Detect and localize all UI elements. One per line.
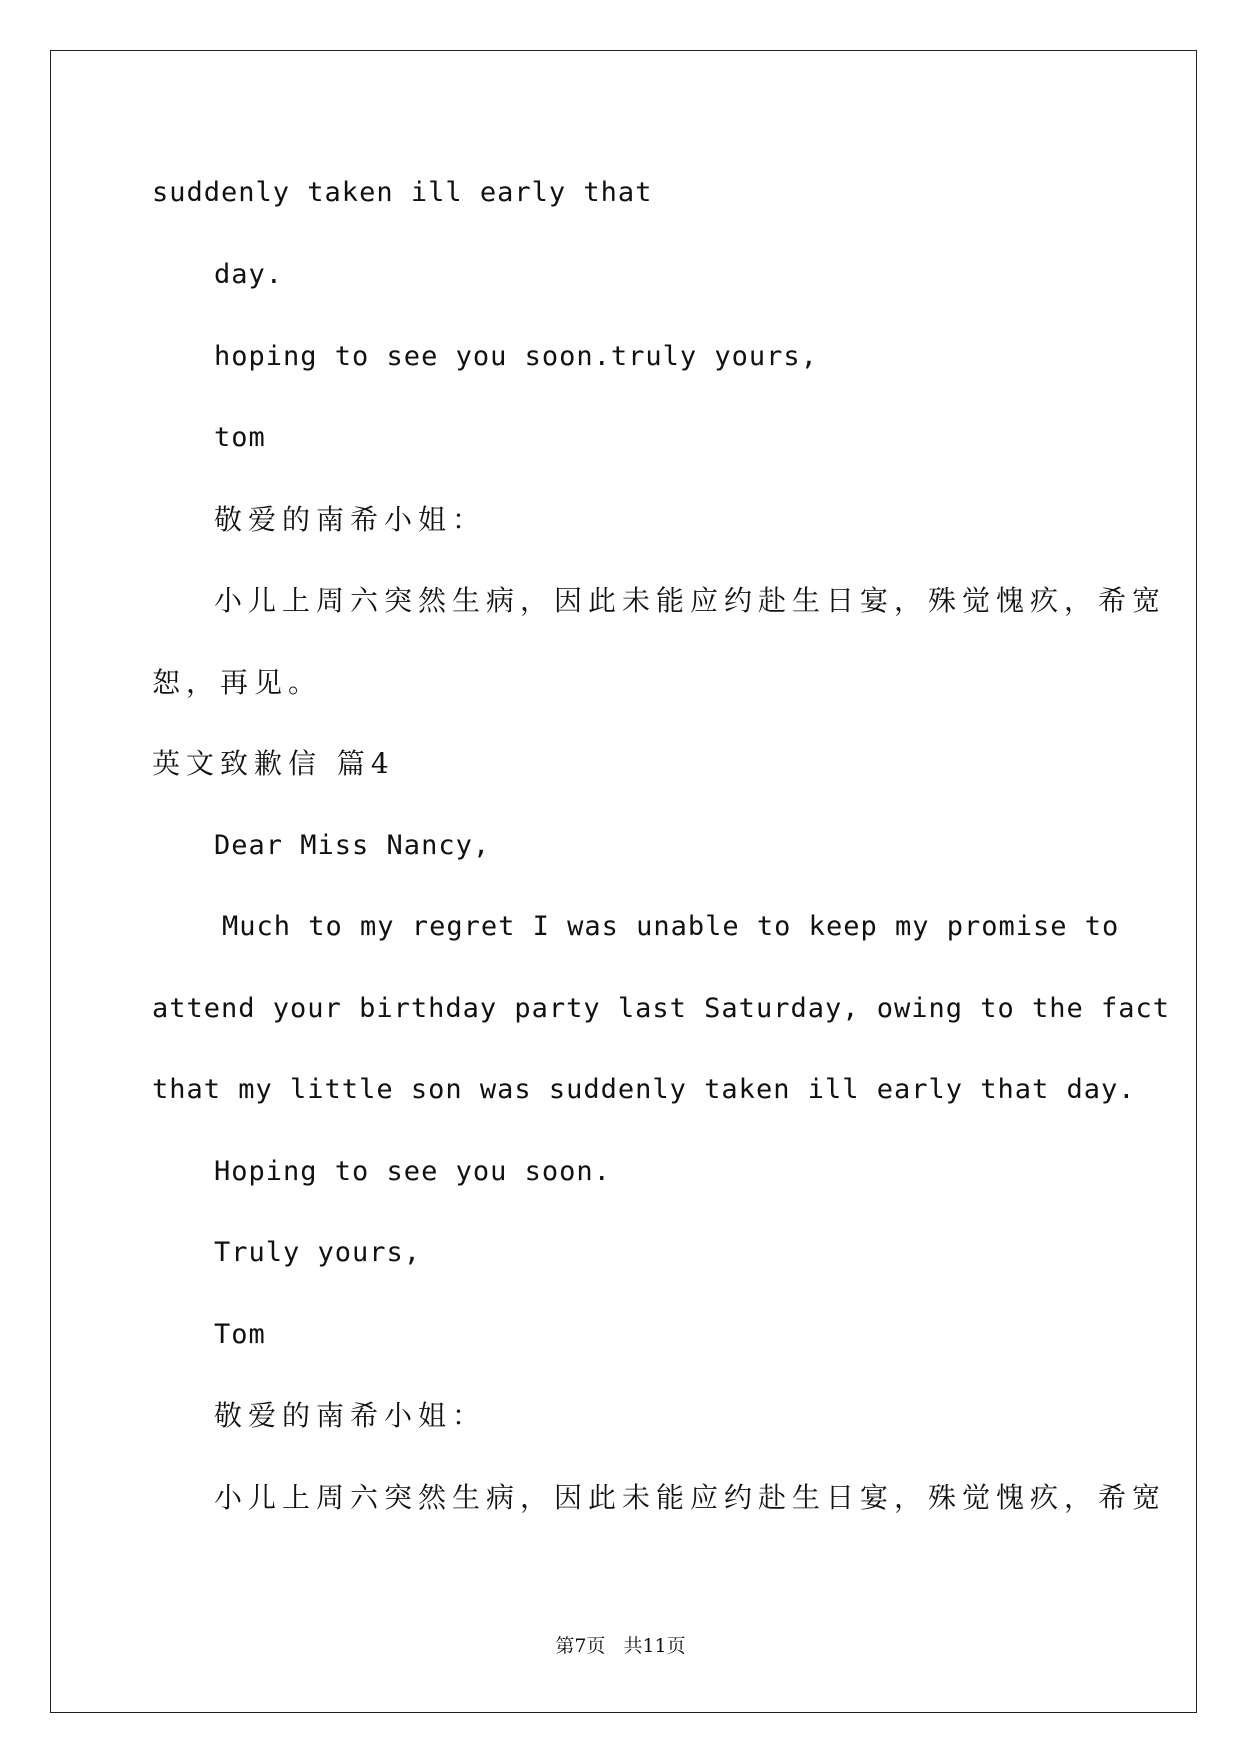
sign-off: Truly yours, <box>214 1237 422 1268</box>
body-line-3: that my little son was suddenly taken ill early that day. <box>152 1074 1136 1105</box>
body-line-1: Much to my regret I was unable to keep my promise to <box>222 911 1120 942</box>
page-border <box>50 50 1197 1713</box>
text-line-5: 敬爱的南希小姐： <box>214 503 487 536</box>
page-total: 共11页 <box>623 1635 686 1657</box>
text-line-17: 小儿上周六突然生病，因此未能应约赴生日宴，殊觉愧疚，希宽 <box>214 1481 1167 1514</box>
section-heading: 英文致歉信 篇4 <box>152 747 395 780</box>
signature-name: Tom <box>214 1319 266 1350</box>
text-line-1: suddenly taken ill early that <box>152 177 653 208</box>
page-footer <box>0 1634 1241 1658</box>
text-line-2: day. <box>214 259 284 290</box>
text-line-16: 敬爱的南希小姐： <box>214 1399 487 1432</box>
text-line-6: 小儿上周六突然生病，因此未能应约赴生日宴，殊觉愧疚，希宽 <box>214 584 1167 617</box>
closing-line: Hoping to see you soon. <box>214 1156 611 1187</box>
salutation: Dear Miss Nancy, <box>214 830 491 861</box>
page-number: 第7页 <box>555 1635 606 1657</box>
text-line-3: hoping to see you soon.truly yours, <box>214 341 818 372</box>
text-line-7: 恕，再见。 <box>152 666 323 699</box>
body-line-2: attend your birthday party last Saturday, owing to the fact <box>152 993 1171 1024</box>
text-line-4: tom <box>214 422 266 453</box>
